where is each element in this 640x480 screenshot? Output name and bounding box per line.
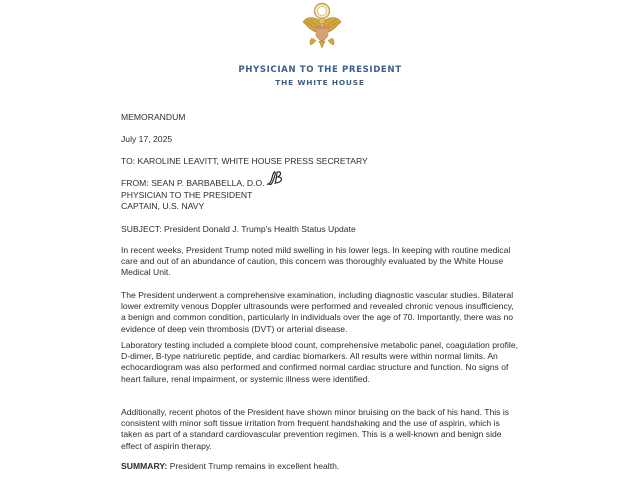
summary-label: SUMMARY: [121, 461, 168, 471]
letterhead-title: PHYSICIAN TO THE PRESIDENT [238, 65, 402, 75]
handwritten-signature-icon [265, 174, 287, 188]
memo-subject: SUBJECT: President Donald J. Trump's Health Status Update [121, 224, 356, 234]
paragraph-laboratory: Laboratory testing included a complete blood count, comprehensive metabolic panel, coagulation profile, D-dimer, B-type natriuretic peptide, and cardiac biomarkers. All results were within normal limits. An echocardiogram was also performed and confirmed normal cardiac structure and function. No signs of heart failure, renal impairment, or systemic illness were identified. [121, 340, 518, 384]
paragraph-swelling: In recent weeks, President Trump noted mild swelling in his lower legs. In keeping with routine medical care and out of an abundance of caution, this concern was thoroughly evaluated by the White House Medical Unit. [121, 245, 511, 278]
summary-text: President Trump remains in excellent health. [167, 461, 340, 471]
paragraph-bruising: Additionally, recent photos of the President have shown minor bruising on the back of his hand. This is consistent with minor soft tissue irritation from frequent handshaking and the use of aspirin, which is taken as part of a standard cardiovascular prevention regimen. This is a well-known and benign side effect of aspirin therapy. [121, 407, 510, 451]
memo-from-name: FROM: SEAN P. BARBABELLA, D.O. [121, 178, 265, 188]
memo-from-rank: CAPTAIN, U.S. NAVY [121, 201, 205, 212]
memo-summary [121, 461, 339, 472]
memo-date: July 17, 2025 [121, 134, 173, 144]
memo-to: TO: KAROLINE LEAVITT, WHITE HOUSE PRESS SECRETARY [121, 156, 368, 166]
great-seal-eagle-icon [300, 2, 344, 52]
memo-type: MEMORANDUM [121, 112, 186, 122]
memo-from-block [121, 174, 287, 213]
letterhead-subtitle: THE WHITE HOUSE [275, 78, 365, 87]
paragraph-examination: The President underwent a comprehensive examination, including diagnostic vascular studies. Bilateral lower extremity venous Doppler ultrasounds were performed and revealed chronic venous insufficiency, a benign and common condition, particularly in individuals over the age of 70. Importantly, there was no evidence of deep vein thrombosis (DVT) or arterial disease. [121, 290, 514, 334]
memo-from-title: PHYSICIAN TO THE PRESIDENT [121, 189, 253, 200]
